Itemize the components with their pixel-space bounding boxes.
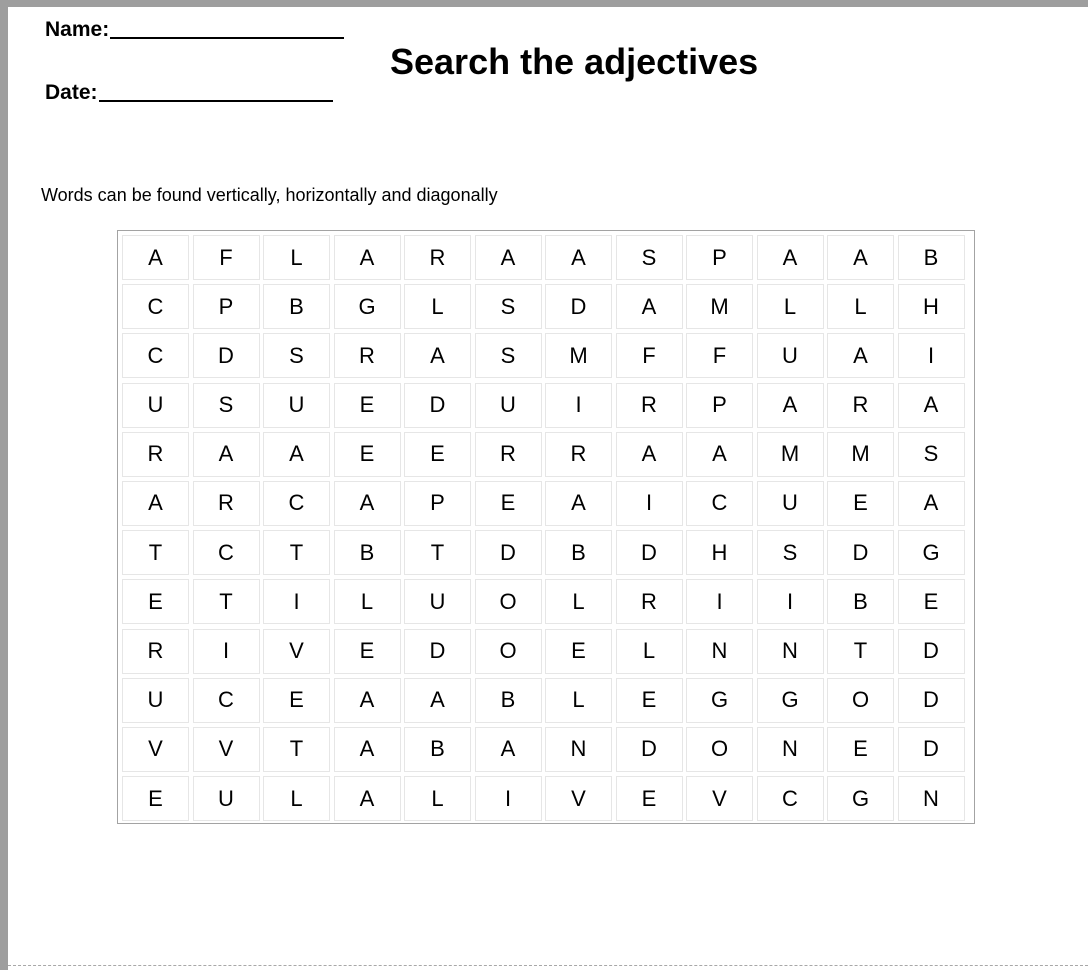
grid-cell: I — [898, 333, 965, 378]
grid-cell: P — [193, 284, 260, 329]
grid-cell: A — [404, 678, 471, 723]
grid-cell: H — [686, 530, 753, 575]
worksheet-page — [8, 7, 1088, 970]
grid-cell: C — [193, 530, 260, 575]
grid-cell: A — [334, 727, 401, 772]
grid-cell: G — [757, 678, 824, 723]
grid-cell: E — [827, 727, 894, 772]
date-field — [45, 81, 333, 105]
grid-cell: A — [757, 235, 824, 280]
grid-cell: C — [193, 678, 260, 723]
grid-cell: D — [898, 678, 965, 723]
grid-cell: I — [475, 776, 542, 821]
grid-cell: B — [545, 530, 612, 575]
grid-cell: P — [404, 481, 471, 526]
grid-cell: E — [616, 776, 683, 821]
grid-cell: A — [545, 235, 612, 280]
grid-cell: V — [193, 727, 260, 772]
grid-cell: G — [334, 284, 401, 329]
grid-cell: A — [334, 481, 401, 526]
grid-cell: L — [827, 284, 894, 329]
grid-cell: A — [334, 235, 401, 280]
grid-cell: N — [757, 629, 824, 674]
grid-cell: D — [898, 727, 965, 772]
grid-cell: B — [263, 284, 330, 329]
grid-cell: D — [475, 530, 542, 575]
grid-cell: I — [616, 481, 683, 526]
grid-cell: D — [193, 333, 260, 378]
grid-cell: B — [898, 235, 965, 280]
grid-cell: B — [475, 678, 542, 723]
grid-cell: A — [545, 481, 612, 526]
grid-cell: B — [404, 727, 471, 772]
grid-cell: A — [616, 284, 683, 329]
grid-cell: V — [122, 727, 189, 772]
grid-cell: L — [334, 579, 401, 624]
grid-cell: C — [122, 284, 189, 329]
grid-cell: T — [193, 579, 260, 624]
grid-cell: O — [475, 579, 542, 624]
grid-cell: M — [545, 333, 612, 378]
grid-cell: A — [757, 383, 824, 428]
grid-cell: M — [757, 432, 824, 477]
grid-cell: D — [616, 530, 683, 575]
grid-cell: I — [686, 579, 753, 624]
grid-cell: I — [193, 629, 260, 674]
grid-cell: O — [827, 678, 894, 723]
grid-cell: B — [827, 579, 894, 624]
grid-cell: M — [827, 432, 894, 477]
grid-cell: N — [686, 629, 753, 674]
instructions-text: Words can be found vertically, horizontally and diagonally — [41, 185, 498, 205]
grid-cell: I — [263, 579, 330, 624]
grid-cell: R — [475, 432, 542, 477]
grid-cell: E — [263, 678, 330, 723]
grid-cell: D — [404, 629, 471, 674]
grid-cell: I — [757, 579, 824, 624]
grid-cell: H — [898, 284, 965, 329]
worksheet-title: Search the adjectives — [390, 41, 759, 82]
grid-cell: R — [545, 432, 612, 477]
grid-cell: U — [122, 383, 189, 428]
grid-cell: B — [334, 530, 401, 575]
grid-cell: M — [686, 284, 753, 329]
grid-cell: T — [404, 530, 471, 575]
grid-cell: A — [686, 432, 753, 477]
grid-cell: E — [334, 432, 401, 477]
grid-cell: V — [686, 776, 753, 821]
grid-cell: L — [263, 235, 330, 280]
grid-cell: I — [545, 383, 612, 428]
grid-cell: U — [193, 776, 260, 821]
grid-cell: D — [898, 629, 965, 674]
grid-cell: F — [616, 333, 683, 378]
grid-cell: C — [122, 333, 189, 378]
grid-cell: E — [545, 629, 612, 674]
grid-cell: D — [404, 383, 471, 428]
grid-cell: P — [686, 235, 753, 280]
word-search-grid-frame — [117, 230, 975, 824]
grid-cell: E — [122, 579, 189, 624]
grid-cell: R — [122, 432, 189, 477]
grid-cell: G — [827, 776, 894, 821]
grid-cell: S — [757, 530, 824, 575]
grid-cell: E — [122, 776, 189, 821]
grid-cell: C — [686, 481, 753, 526]
grid-cell: A — [404, 333, 471, 378]
date-label: Date: — [45, 81, 98, 104]
grid-cell: R — [616, 579, 683, 624]
grid-cell: U — [475, 383, 542, 428]
grid-cell: G — [686, 678, 753, 723]
grid-cell: F — [686, 333, 753, 378]
grid-cell: R — [827, 383, 894, 428]
grid-cell: D — [827, 530, 894, 575]
grid-cell: S — [193, 383, 260, 428]
grid-cell: U — [404, 579, 471, 624]
grid-cell: E — [334, 383, 401, 428]
grid-cell: T — [827, 629, 894, 674]
page-break-line — [8, 965, 1088, 966]
grid-cell: E — [404, 432, 471, 477]
grid-cell: E — [475, 481, 542, 526]
grid-cell: L — [404, 284, 471, 329]
name-blank-line — [110, 37, 344, 39]
grid-cell: T — [263, 530, 330, 575]
grid-cell: A — [475, 235, 542, 280]
grid-cell: A — [263, 432, 330, 477]
grid-cell: E — [827, 481, 894, 526]
grid-cell: A — [475, 727, 542, 772]
grid-cell: A — [827, 333, 894, 378]
grid-cell: L — [545, 579, 612, 624]
grid-cell: E — [334, 629, 401, 674]
grid-cell: T — [122, 530, 189, 575]
grid-cell: L — [757, 284, 824, 329]
grid-cell: N — [757, 727, 824, 772]
grid-cell: L — [545, 678, 612, 723]
grid-cell: A — [616, 432, 683, 477]
grid-cell: U — [757, 481, 824, 526]
name-field — [45, 18, 344, 42]
grid-cell: A — [827, 235, 894, 280]
grid-cell: V — [545, 776, 612, 821]
grid-cell: G — [898, 530, 965, 575]
grid-cell: N — [898, 776, 965, 821]
grid-cell: A — [334, 776, 401, 821]
grid-cell: C — [263, 481, 330, 526]
date-blank-line — [99, 100, 333, 102]
grid-cell: L — [404, 776, 471, 821]
grid-cell: P — [686, 383, 753, 428]
grid-cell: U — [122, 678, 189, 723]
grid-cell: E — [616, 678, 683, 723]
grid-cell: A — [122, 481, 189, 526]
grid-cell: O — [686, 727, 753, 772]
grid-cell: O — [475, 629, 542, 674]
grid-cell: A — [898, 481, 965, 526]
grid-cell: U — [757, 333, 824, 378]
grid-cell: R — [334, 333, 401, 378]
grid-cell: R — [193, 481, 260, 526]
grid-cell: L — [263, 776, 330, 821]
grid-cell: L — [616, 629, 683, 674]
grid-cell: S — [616, 235, 683, 280]
grid-cell: A — [193, 432, 260, 477]
grid-cell: U — [263, 383, 330, 428]
grid-cell: S — [898, 432, 965, 477]
grid-cell: D — [616, 727, 683, 772]
grid-cell: A — [334, 678, 401, 723]
grid-cell: S — [263, 333, 330, 378]
grid-cell: F — [193, 235, 260, 280]
grid-cell: V — [263, 629, 330, 674]
grid-cell: S — [475, 284, 542, 329]
grid-cell: E — [898, 579, 965, 624]
grid-cell: R — [616, 383, 683, 428]
grid-cell: T — [263, 727, 330, 772]
grid-cell: R — [122, 629, 189, 674]
grid-cell: S — [475, 333, 542, 378]
grid-cell: N — [545, 727, 612, 772]
grid-cell: A — [898, 383, 965, 428]
grid-cell: A — [122, 235, 189, 280]
grid-cell: R — [404, 235, 471, 280]
grid-cell: D — [545, 284, 612, 329]
grid-cell: C — [757, 776, 824, 821]
name-label: Name: — [45, 18, 110, 41]
word-search-grid — [122, 235, 965, 821]
